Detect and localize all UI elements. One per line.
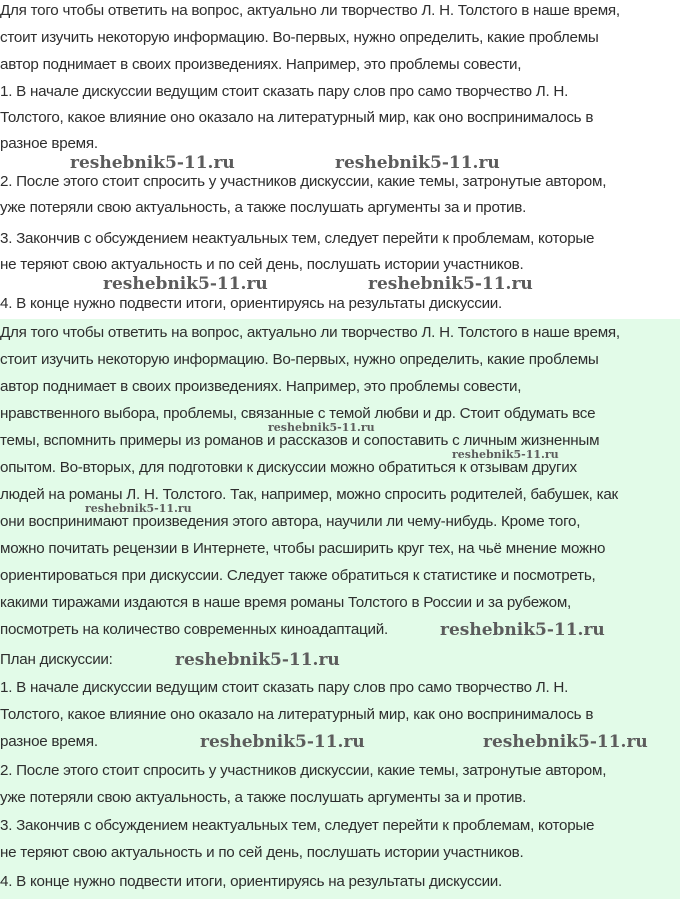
text-line: нравственного выбора, проблемы, связанные с темой любви и др. Стоит обдумать все [0,405,596,422]
text-line: 4. В конце нужно подвести итоги, ориентируясь на результаты дискуссии. [0,295,503,312]
text-line: разное время. [0,135,98,152]
text-line: План дискуссии: [0,651,113,668]
text-line: 3. Закончив с обсуждением неактуальных тем, следует перейти к проблемам, которые [0,817,595,834]
text-line: 1. В начале дискуссии ведущим стоит сказать пару слов про само творчество Л. Н. [0,83,569,100]
text-line: 2. После этого стоит спросить у участников дискуссии, какие темы, затронутые автором, [0,762,607,779]
watermark-text: reshebnik5-11.ru [268,421,375,434]
text-line: темы, вспомнить примеры из романов и рассказов и сопоставить с личным жизненным [0,432,600,449]
watermark-text: reshebnik5-11.ru [483,732,648,752]
text-line: автор поднимает в своих произведениях. Например, это проблемы совести, [0,378,522,395]
text-line: автор поднимает в своих произведениях. Например, это проблемы совести, [0,56,522,73]
watermark-text: reshebnik5-11.ru [200,732,365,752]
text-line: людей на романы Л. Н. Толстого. Так, например, можно спросить родителей, бабушек, как [0,486,618,503]
watermark-text: reshebnik5-11.ru [85,502,192,515]
watermark-text: reshebnik5-11.ru [440,620,605,640]
text-line: не теряют свою актуальность и по сей день, послушать истории участников. [0,256,524,273]
watermark-text: reshebnik5-11.ru [70,153,235,173]
text-line: уже потеряли свою актуальность, а также послушать аргументы за и против. [0,199,527,216]
text-line: опытом. Во-вторых, для подготовки к дискуссии можно обратиться к отзывам других [0,459,577,476]
text-line: Толстого, какое влияние оно оказало на литературный мир, как оно воспринималось в [0,109,594,126]
text-line: разное время. [0,733,98,750]
text-line: 1. В начале дискуссии ведущим стоит сказать пару слов про само творчество Л. Н. [0,679,569,696]
text-line: какими тиражами издаются в наше время романы Толстого в России и за рубежом, [0,594,571,611]
watermark-text: reshebnik5-11.ru [103,274,268,294]
text-line: 4. В конце нужно подвести итоги, ориентируясь на результаты дискуссии. [0,873,503,890]
text-line: стоит изучить некоторую информацию. Во-первых, нужно определить, какие проблемы [0,29,599,46]
watermark-text: reshebnik5-11.ru [368,274,533,294]
watermark-text: reshebnik5-11.ru [175,650,340,670]
text-line: ориентироваться при дискуссии. Следует также обратиться к статистике и посмотреть, [0,567,596,584]
text-line: уже потеряли свою актуальность, а также послушать аргументы за и против. [0,789,527,806]
text-line: Толстого, какое влияние оно оказало на литературный мир, как оно воспринималось в [0,706,594,723]
text-line: они воспринимают произведения этого автора, научили ли чему-нибудь. Кроме того, [0,513,581,530]
text-line: 2. После этого стоит спросить у участников дискуссии, какие темы, затронутые автором, [0,173,607,190]
text-line: не теряют свою актуальность и по сей день, послушать истории участников. [0,844,524,861]
text-line: посмотреть на количество современных киноадаптаций. [0,621,388,638]
text-line: Для того чтобы ответить на вопрос, актуально ли творчество Л. Н. Толстого в наше время, [0,2,620,19]
text-line: можно почитать рецензии в Интернете, чтобы расширить круг тех, на чьё мнение можно [0,540,606,557]
text-line: Для того чтобы ответить на вопрос, актуально ли творчество Л. Н. Толстого в наше время, [0,324,620,341]
text-line: стоит изучить некоторую информацию. Во-первых, нужно определить, какие проблемы [0,351,599,368]
watermark-text: reshebnik5-11.ru [335,153,500,173]
text-line: 3. Закончив с обсуждением неактуальных тем, следует перейти к проблемам, которые [0,230,595,247]
watermark-text: reshebnik5-11.ru [452,448,559,461]
